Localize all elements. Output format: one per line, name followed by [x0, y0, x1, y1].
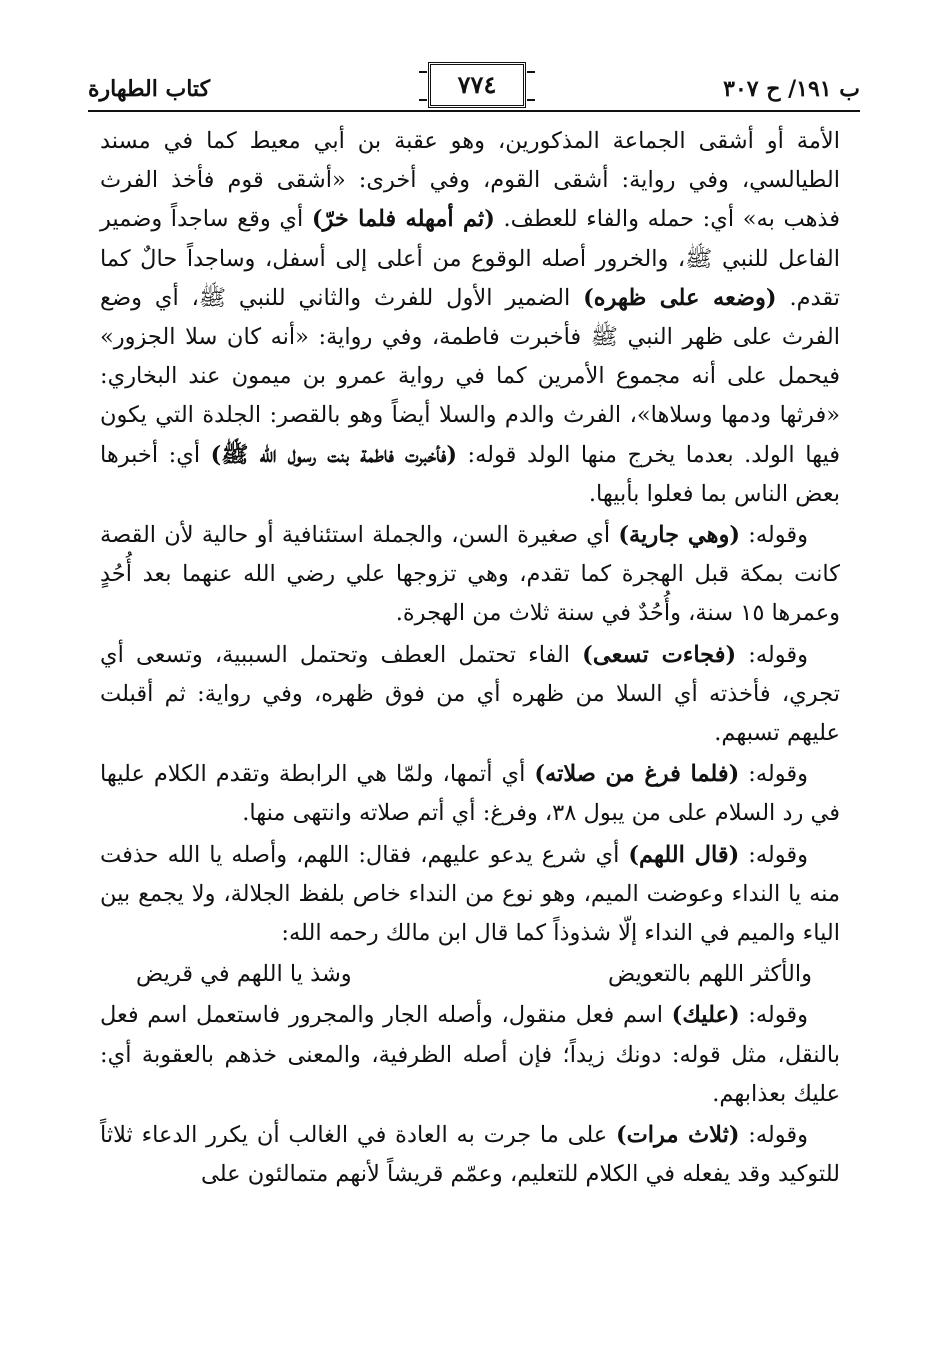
hadith-quote: (عليك)	[671, 1002, 740, 1029]
paragraph	[100, 636, 840, 754]
commentary-text: الفاء تحتمل العطف وتحتمل السببية، وتسعى أي تجري، فأخذته أي السلا من ظهره أي من فوق ظهره، وفي رواية: ثم أقبلت عليهم تسبهم.	[100, 641, 840, 747]
page-number-box: ٧٧٤	[428, 62, 526, 108]
header-divider	[88, 110, 860, 112]
hadith-quote: (فلما فرغ من صلاته)	[534, 761, 740, 788]
commentary-text: وقوله:	[739, 841, 809, 868]
page-body	[100, 122, 840, 1196]
commentary-text: وقوله:	[739, 1122, 808, 1149]
hadith-quote: (ثلاث مرات)	[615, 1122, 740, 1149]
chapter-reference: ب ١٩١/ ح ٣٠٧	[723, 76, 860, 102]
paragraph	[100, 755, 840, 833]
hadith-quote: (فجاءت تسعى)	[582, 641, 737, 668]
commentary-text: الأمة أو أشقى الجماعة المذكورين، وهو عقبة بن أبي معيط كما في مسند الطيالسي، وفي رواية: أشقى القوم، وفي أخرى: «أشقى قوم فأخذ الفرث فذهب به» أي: حمله والفاء للعطف.	[100, 128, 841, 233]
hadith-quote: (قال اللهم)	[628, 841, 740, 868]
commentary-text: أي صغيرة السن، والجملة استئنافية أو حالية لأن القصة كانت بمكة قبل الهجرة كما تقدم، وهي تزوجها علي رضي الله عنهما بعد أُحُدٍ وعمرها ١٥ سنة، وأُحُدٌ في سنة ثلاث من الهجرة.	[100, 522, 840, 627]
commentary-text: على ما جرت به العادة في الغالب أن يكرر الدعاء ثلاثاً للتوكيد وقد يفعله في الكلام للتعليم، وعمّم قريشاً لأنهم متمالئون على	[100, 1122, 840, 1188]
commentary-text: وقوله:	[740, 522, 808, 549]
commentary-text: أي وقع ساجداً وضمير الفاعل للنبي ﷺ، والخرور أصله الوقوع من أعلى إلى أسفل، وساجداً حالٌ كما تقدم.	[100, 206, 840, 311]
commentary-text: أي أتمها، ولمّا هي الرابطة وتقدم الكلام عليها في رد السلام على من يبول ٣٨، وفرغ: أي أتم صلاته وانتهى منها.	[100, 761, 840, 827]
paragraphs-before-verse	[100, 122, 840, 953]
commentary-text: اسم فعل منقول، وأصله الجار والمجرور فاستعمل اسم فعل بالنقل، مثل قوله: دونك زيداً؛ فإن أصله الظرفية، والمعنى خذهم بالعقوبة أي: عليك بعذابهم.	[100, 1002, 840, 1107]
paragraphs-after-verse	[100, 996, 840, 1194]
hadith-quote: (وضعه على ظهره)	[583, 284, 777, 311]
paragraph	[100, 122, 840, 514]
commentary-text: أي: أخبرها بعض الناس بما فعلوا بأبيها.	[100, 441, 840, 507]
hadith-quote: (ثم أمهله فلما خرّ)	[311, 206, 495, 233]
book-title: كتاب الطهارة	[88, 76, 211, 102]
commentary-text: الضمير الأول للفرث والثاني للنبي ﷺ، أي وضع الفرث على ظهر النبي ﷺ فأخبرت فاطمة، وفي رواية: «أنه كان سلا الجزور» فيحمل على أنه مجموع الأمرين كما في رواية عمرو بن ميمون عند البخاري: «فرثها ودمها وسلاها»، الفرث والدم والسلا أيضاً وهو بالقصر: الجلدة التي يكون فيها الولد. بعدما يخرج منها الولد قوله:	[100, 284, 840, 468]
poetry-verse	[100, 955, 840, 994]
verse-second-hemistich: وشذ يا اللهم في قريض	[136, 961, 352, 988]
paragraph	[100, 516, 840, 634]
paragraph	[100, 996, 840, 1114]
commentary-text: أي شرع يدعو عليهم، فقال: اللهم، وأصله يا الله حذفت منه يا النداء وعوضت الميم، وهو نوع من النداء خاص بلفظ الجلالة، ولا يجمع بين الياء والميم في النداء إلّا شذوذاً كما قال ابن مالك رحمه الله:	[100, 841, 840, 947]
page-header	[88, 62, 860, 114]
paragraph	[100, 836, 840, 954]
hadith-quote: (فأخبرت فاطمة بنت رسول الله ﷺ)	[210, 441, 457, 468]
commentary-text: وقوله:	[739, 1002, 808, 1029]
commentary-text: وقوله:	[739, 761, 808, 788]
commentary-text: وقوله:	[736, 641, 808, 668]
hadith-quote: (وهي جارية)	[618, 522, 741, 549]
verse-first-hemistich: والأكثر اللهم بالتعويض	[607, 961, 812, 988]
paragraph	[100, 1116, 840, 1194]
